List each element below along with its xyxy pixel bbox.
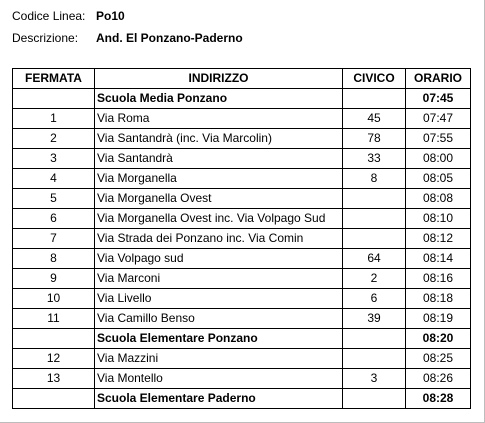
table-row-school <box>13 389 471 409</box>
cell-civico: 45 <box>343 109 406 129</box>
cell-orario: 07:45 <box>406 89 471 109</box>
table-row <box>13 149 471 169</box>
cell-orario: 08:19 <box>406 309 471 329</box>
table-row-school <box>13 89 471 109</box>
cell-indirizzo: Scuola Media Ponzano <box>95 89 343 109</box>
cell-orario: 08:25 <box>406 349 471 369</box>
table-row <box>13 209 471 229</box>
cell-orario: 08:12 <box>406 229 471 249</box>
cell-fermata <box>13 89 95 109</box>
cell-indirizzo: Via Marconi <box>95 269 343 289</box>
table-header-row <box>13 69 471 89</box>
cell-civico <box>343 89 406 109</box>
cell-fermata: 11 <box>13 309 95 329</box>
cell-civico <box>343 349 406 369</box>
cell-civico: 8 <box>343 169 406 189</box>
cell-civico <box>343 229 406 249</box>
line-code-label: Codice Linea: <box>12 9 86 23</box>
cell-civico: 2 <box>343 269 406 289</box>
description-label: Descrizione: <box>12 31 79 45</box>
cell-orario: 08:16 <box>406 269 471 289</box>
cell-civico <box>343 209 406 229</box>
cell-indirizzo: Via Mazzini <box>95 349 343 369</box>
cell-indirizzo: Via Santandrà <box>95 149 343 169</box>
table-row <box>13 169 471 189</box>
cell-indirizzo: Via Camillo Benso <box>95 309 343 329</box>
cell-indirizzo: Via Roma <box>95 109 343 129</box>
cell-civico: 33 <box>343 149 406 169</box>
table-row <box>13 109 471 129</box>
table-row <box>13 189 471 209</box>
table-row <box>13 289 471 309</box>
cell-orario: 08:26 <box>406 369 471 389</box>
cell-civico: 6 <box>343 289 406 309</box>
cell-orario: 08:20 <box>406 329 471 349</box>
cell-fermata: 7 <box>13 229 95 249</box>
cell-civico: 64 <box>343 249 406 269</box>
table-row <box>13 369 471 389</box>
cell-civico <box>343 189 406 209</box>
table-row <box>13 269 471 289</box>
table-row <box>13 309 471 329</box>
cell-fermata: 2 <box>13 129 95 149</box>
cell-indirizzo: Via Morganella Ovest <box>95 189 343 209</box>
cell-orario: 08:14 <box>406 249 471 269</box>
column-header-fermata: FERMATA <box>13 69 95 89</box>
table-row-school <box>13 329 471 349</box>
cell-fermata: 3 <box>13 149 95 169</box>
cell-indirizzo: Via Morganella Ovest inc. Via Volpago Sud <box>95 209 343 229</box>
cell-fermata: 8 <box>13 249 95 269</box>
cell-orario: 08:28 <box>406 389 471 409</box>
cell-civico: 3 <box>343 369 406 389</box>
cell-indirizzo: Via Livello <box>95 289 343 309</box>
cell-indirizzo: Via Strada dei Ponzano inc. Via Comin <box>95 229 343 249</box>
table-row <box>13 249 471 269</box>
cell-orario: 08:00 <box>406 149 471 169</box>
cell-indirizzo: Via Santandrà (inc. Via Marcolin) <box>95 129 343 149</box>
description-row <box>12 29 243 47</box>
cell-indirizzo: Via Morganella <box>95 169 343 189</box>
table-row <box>13 229 471 249</box>
cell-indirizzo: Via Volpago sud <box>95 249 343 269</box>
cell-orario: 08:10 <box>406 209 471 229</box>
cell-orario: 08:05 <box>406 169 471 189</box>
cell-orario: 08:18 <box>406 289 471 309</box>
cell-civico <box>343 329 406 349</box>
cell-fermata: 10 <box>13 289 95 309</box>
cell-orario: 07:47 <box>406 109 471 129</box>
cell-indirizzo: Scuola Elementare Paderno <box>95 389 343 409</box>
column-header-indirizzo: INDIRIZZO <box>95 69 343 89</box>
cell-indirizzo: Scuola Elementare Ponzano <box>95 329 343 349</box>
cell-civico <box>343 389 406 409</box>
description-value: And. El Ponzano-Paderno <box>96 31 243 45</box>
cell-fermata: 4 <box>13 169 95 189</box>
cell-fermata: 5 <box>13 189 95 209</box>
cell-orario: 07:55 <box>406 129 471 149</box>
stops-table <box>12 68 471 409</box>
cell-fermata <box>13 389 95 409</box>
cell-fermata <box>13 329 95 349</box>
cell-fermata: 1 <box>13 109 95 129</box>
cell-civico: 39 <box>343 309 406 329</box>
line-code-row <box>12 7 125 25</box>
column-header-civico: CIVICO <box>343 69 406 89</box>
cell-orario: 08:08 <box>406 189 471 209</box>
cell-fermata: 13 <box>13 369 95 389</box>
column-header-orario: ORARIO <box>406 69 471 89</box>
cell-fermata: 9 <box>13 269 95 289</box>
cell-fermata: 6 <box>13 209 95 229</box>
line-code-value: Po10 <box>96 9 125 23</box>
cell-indirizzo: Via Montello <box>95 369 343 389</box>
table-row <box>13 349 471 369</box>
cell-fermata: 12 <box>13 349 95 369</box>
cell-civico: 78 <box>343 129 406 149</box>
table-row <box>13 129 471 149</box>
